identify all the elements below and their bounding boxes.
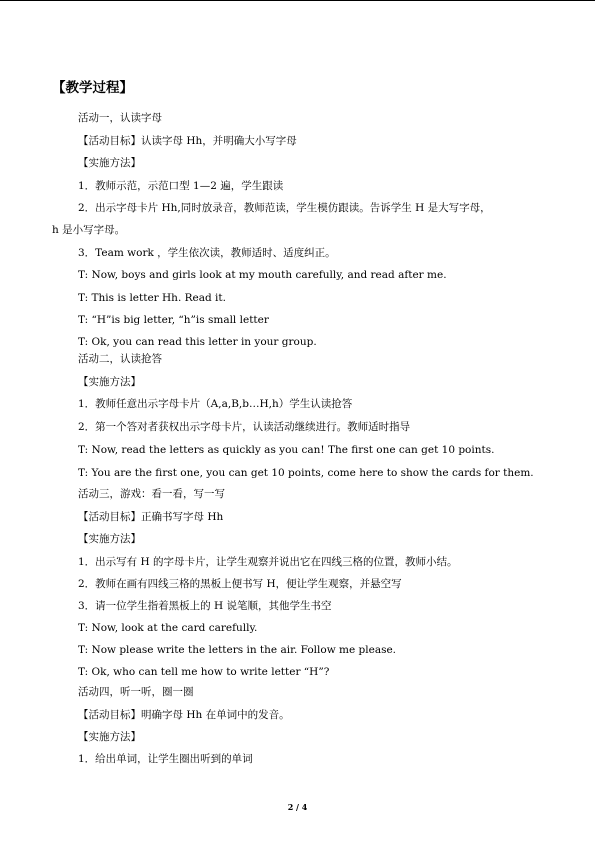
step-text: 3．Team work ，学生依次读，教师适时、适度纠正。 <box>78 247 336 259</box>
step-text: 3．请一位学生指着黑板上的 H 说笔顺，其他学生书空 <box>78 600 332 612</box>
method-label: 【实施方法】 <box>78 731 141 743</box>
activity-goal: 【活动目标】明确字母 Hh 在单词中的发音。 <box>78 709 290 721</box>
page-top-rule <box>0 0 595 1</box>
activity-goal: 【活动目标】认读字母 Hh，并明确大小写字母 <box>78 135 297 147</box>
step-text: 2．第一个答对者获权出示字母卡片，认读活动继续进行。教师适时指导 <box>78 421 411 433</box>
step-text: 1．给出单词，让学生圈出听到的单词 <box>78 753 253 765</box>
activity-goal: 【活动目标】正确书写字母 Hh <box>78 511 224 523</box>
method-label: 【实施方法】 <box>78 157 141 169</box>
activity-title: 活动一，认读字母 <box>78 112 162 124</box>
step-text: 1．出示写有 H 的字母卡片，让学生观察并说出它在四线三格的位置，教师小结。 <box>78 556 458 568</box>
dialogue-line: T: Now, look at the card carefully. <box>78 622 258 634</box>
activity-title: 活动三，游戏：看一看，写一写 <box>78 488 225 500</box>
dialogue-line: T: Now please write the letters in the air. Follow me please. <box>78 644 397 656</box>
method-label: 【实施方法】 <box>78 376 141 388</box>
dialogue-line: T: Now, read the letters as quickly as you can! The first one can get 10 points. <box>78 444 495 456</box>
activity-title: 活动二，认读抢答 <box>78 353 162 365</box>
activity-title: 活动四，听一听，圈一圈 <box>78 686 194 698</box>
dialogue-line: T: “H”is big letter, “h”is small letter <box>78 314 269 326</box>
section-heading: 【教学过程】 <box>52 80 133 96</box>
page-number: 2 / 4 <box>287 802 308 812</box>
step-text: 2．出示字母卡片 Hh,同时放录音，教师范读，学生模仿跟读。告诉学生 H 是大写字母， <box>78 202 491 214</box>
dialogue-line: T: Ok, who can tell me how to write letter “H”? <box>78 666 330 678</box>
dialogue-line: T: This is letter Hh. Read it. <box>78 292 226 304</box>
dialogue-line: T: Now, boys and girls look at my mouth carefully, and read after me. <box>78 269 447 281</box>
step-text-continued: h 是小写字母。 <box>52 224 126 236</box>
method-label: 【实施方法】 <box>78 533 141 545</box>
dialogue-line: T: Ok, you can read this letter in your group. <box>78 336 317 348</box>
step-text: 2．教师在画有四线三格的黑板上便书写 H，便让学生观察，并悬空写 <box>78 578 402 590</box>
dialogue-line: T: You are the first one, you can get 10 points, come here to show the cards for them. <box>78 467 534 479</box>
step-text: 1．教师示范，示范口型 1—2 遍，学生跟读 <box>78 180 284 192</box>
step-text: 1．教师任意出示字母卡片（A,a,B,b…H,h）学生认读抢答 <box>78 398 353 410</box>
